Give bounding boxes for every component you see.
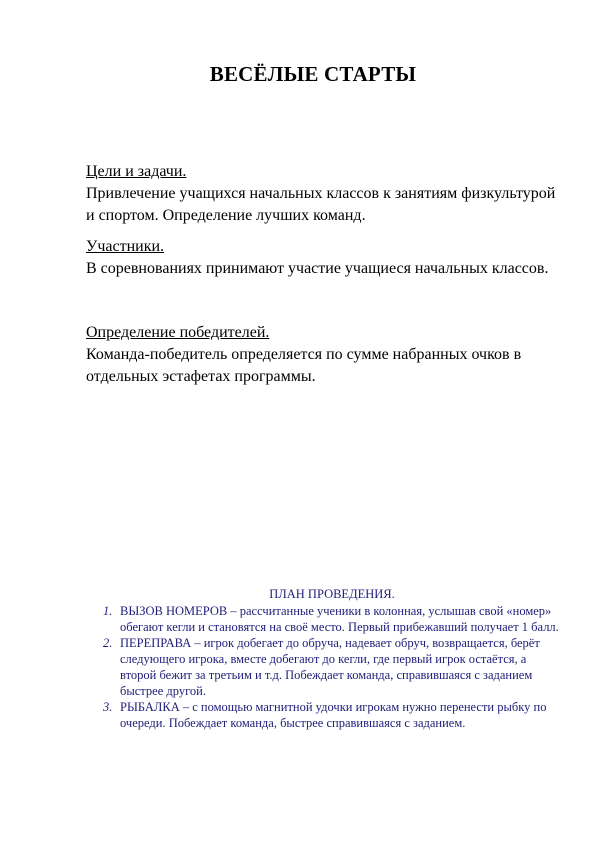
document-title: ВЕСЁЛЫЕ СТАРТЫ (209, 62, 417, 86)
list-item-number: 1. (103, 604, 113, 618)
section-heading: Определение победителей. (86, 324, 270, 341)
list-item (90, 635, 560, 699)
list-item-text: РЫБАЛКА – с помощью магнитной удочки игрокам нужно перенести рыбку по очереди. Побеждает команда, быстрее справившаяся с заданием. (120, 700, 547, 730)
list-item-text: ПЕРЕПРАВА – игрок добегает до обруча, надевает обруч, возвращается, берёт следующего игрока, вместе добегают до кегли, где первый игрок остаётся, а второй бежит за третьим и т.д. Побеждает команда, справившаяся с заданием быстрее другой. (120, 636, 540, 698)
section-heading: Цели и задачи. (86, 163, 187, 180)
list-item-number: 3. (103, 700, 113, 714)
section-text: Команда-победитель определяется по сумме набранных очков в отдельных эстафетах программы. (86, 346, 522, 385)
section-goals (86, 161, 556, 227)
list-item (90, 603, 560, 635)
section-text: В соревнованиях принимают участие учащиеся начальных классов. (86, 260, 549, 277)
list-item-number: 2. (103, 636, 113, 650)
plan-title: ПЛАН ПРОВЕДЕНИЯ. (269, 587, 395, 601)
section-participants (86, 236, 556, 280)
section-winners (86, 322, 556, 388)
list-item (90, 699, 560, 731)
plan-section (90, 586, 560, 731)
section-heading: Участники. (86, 238, 165, 255)
plan-list (90, 603, 560, 731)
list-item-text: ВЫЗОВ НОМЕРОВ – рассчитанные ученики в колонная, услышав свой «номер» обегают кегли и становятся на своё место. Первый прибежавший получает 1 балл. (120, 604, 559, 634)
section-text: Привлечение учащихся начальных классов к занятиям физкультурой и спортом. Определение лучших команд. (86, 185, 556, 224)
